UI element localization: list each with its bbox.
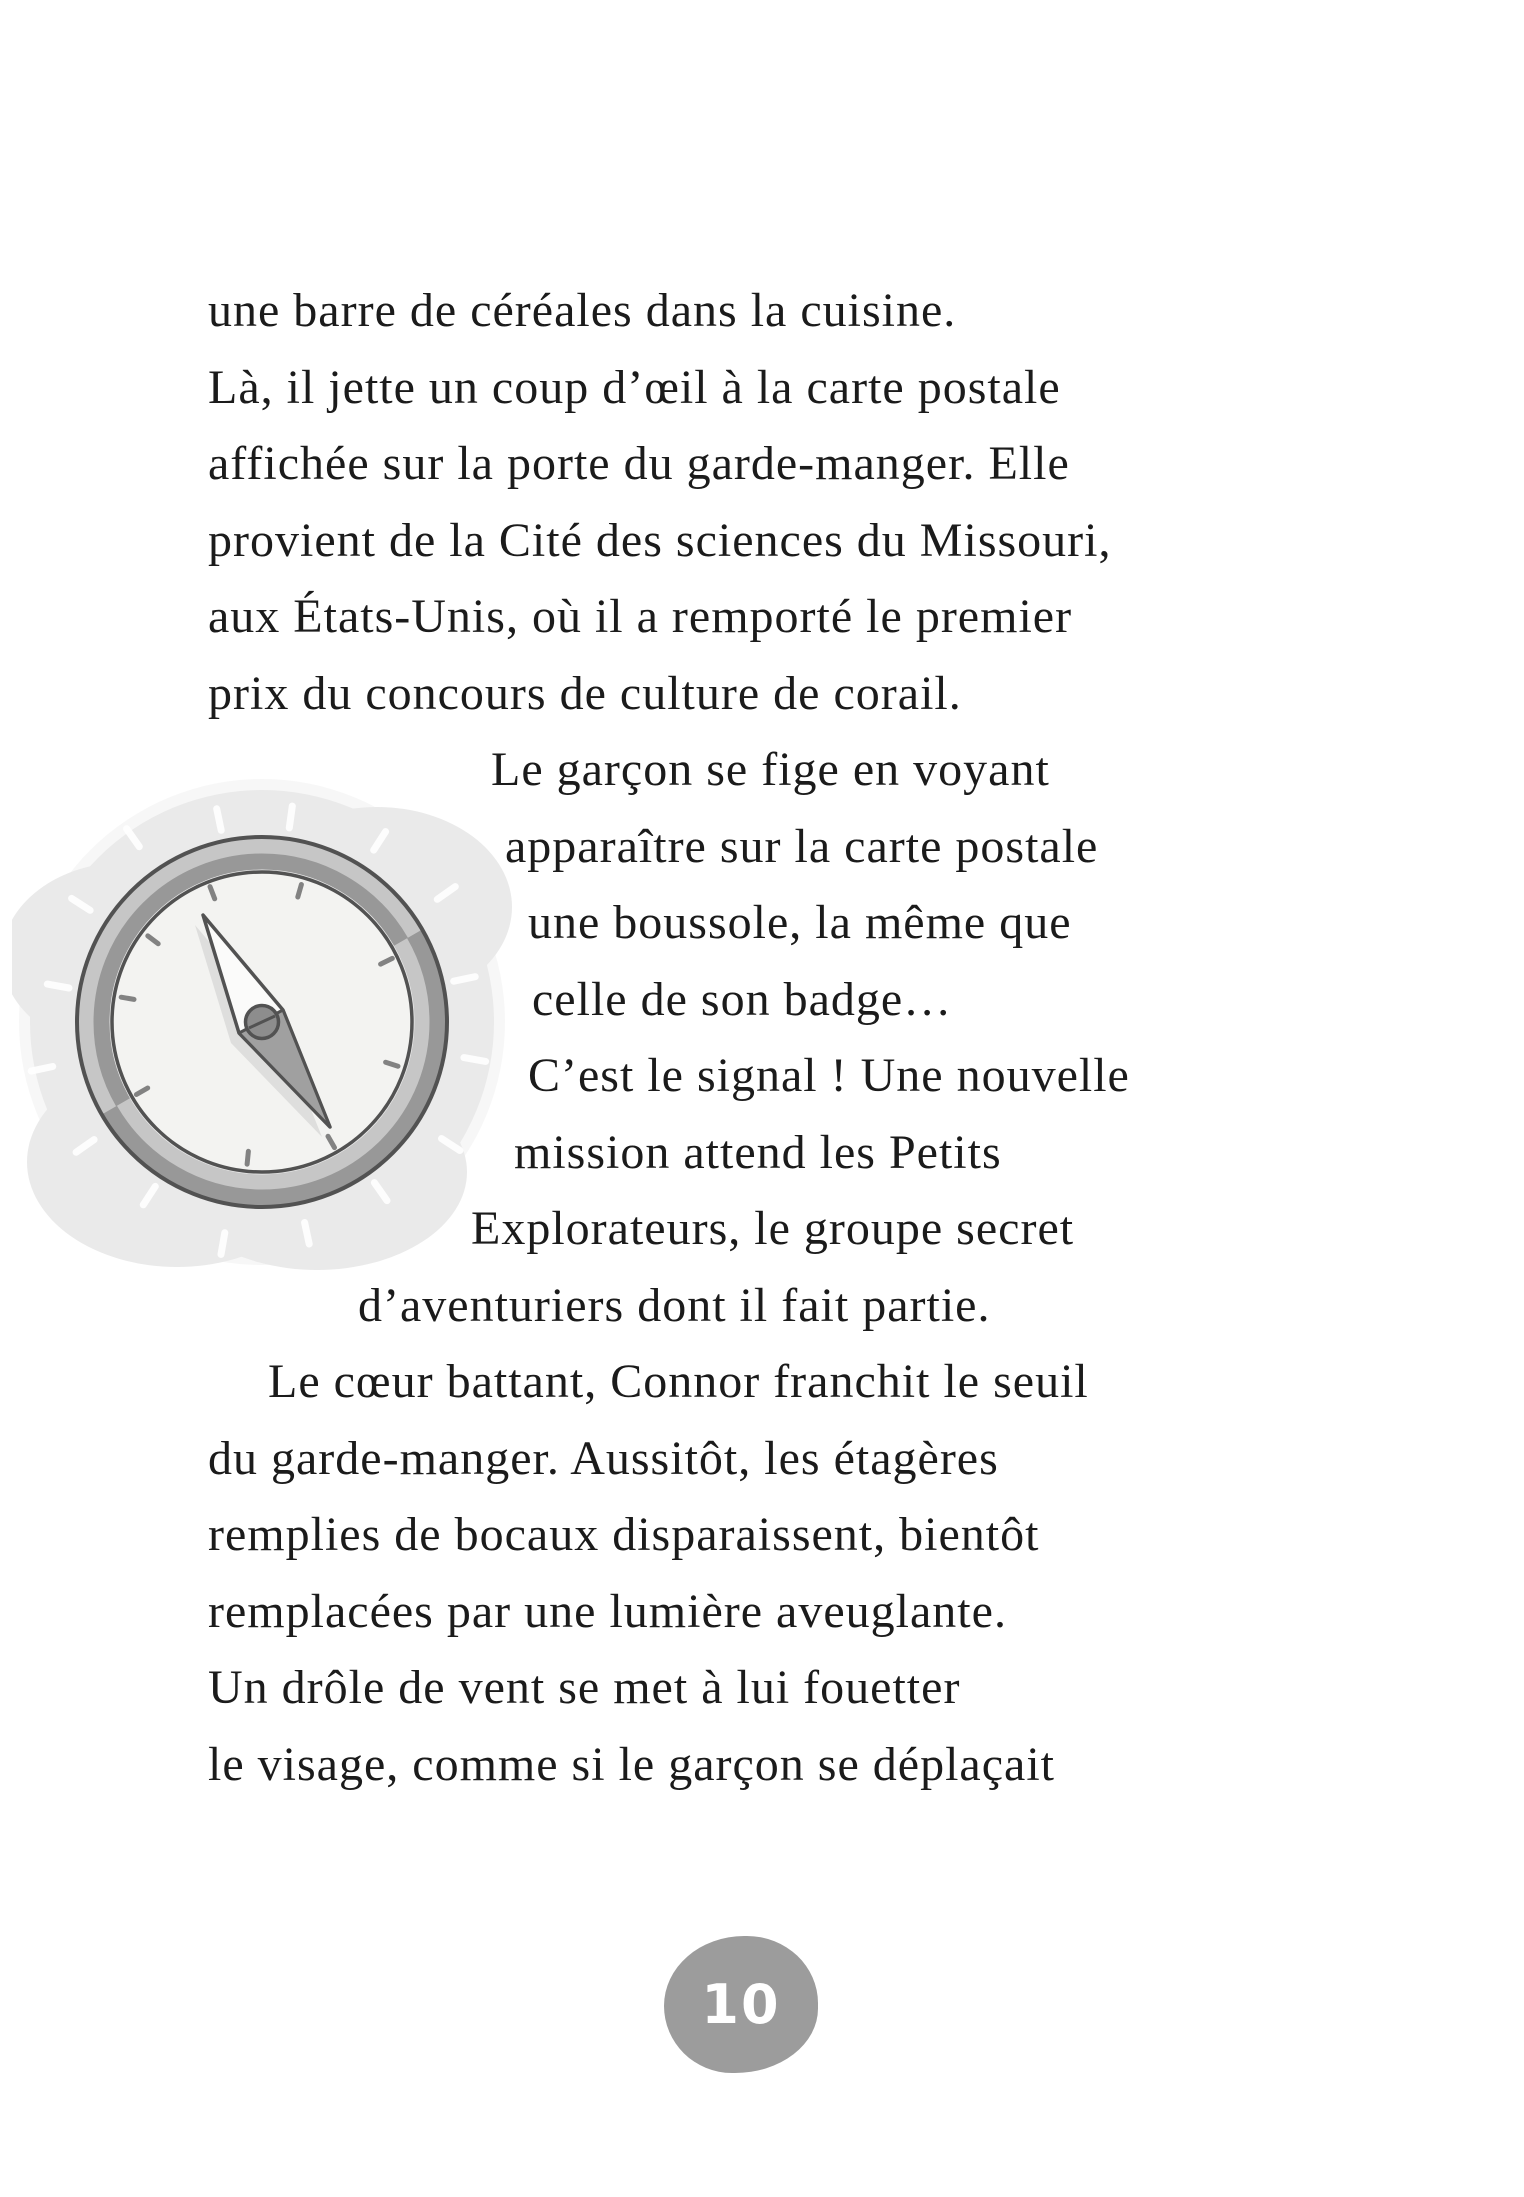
story-text-line: Un drôle de vent se met à lui fouetter xyxy=(208,1661,961,1714)
story-text-line: prix du concours de culture de corail. xyxy=(208,666,962,720)
story-text-line: affichée sur la porte du garde-manger. Elle xyxy=(208,437,1070,490)
story-text-line: C’est le signal ! Une nouvelle xyxy=(528,1049,1130,1102)
page-number-badge xyxy=(664,1936,818,2073)
compass-illustration xyxy=(12,772,512,1272)
story-text-line: mission attend les Petits xyxy=(514,1125,1002,1179)
story-text-line: Le cœur battant, Connor franchit le seuil xyxy=(268,1355,1089,1408)
story-text-line: Le garçon se fige en voyant xyxy=(491,743,1050,796)
story-text-line: celle de son badge… xyxy=(532,972,953,1026)
story-text-line: remplies de bocaux disparaissent, bientôt xyxy=(208,1508,1040,1561)
story-text-line: Là, il jette un coup d’œil à la carte postale xyxy=(208,360,1061,414)
story-text-line: provient de la Cité des sciences du Missouri, xyxy=(208,513,1112,567)
story-text-line: le visage, comme si le garçon se déplaçait xyxy=(208,1737,1056,1791)
story-text-line: une boussole, la même que xyxy=(528,896,1072,949)
story-text-line: une barre de céréales dans la cuisine. xyxy=(208,284,957,337)
page-number: 10 xyxy=(701,1973,781,2036)
story-text-line: Explorateurs, le groupe secret xyxy=(471,1202,1075,1255)
story-text-line: du garde-manger. Aussitôt, les étagères xyxy=(208,1431,999,1485)
story-text-line: d’aventuriers dont il fait partie. xyxy=(358,1278,991,1332)
story-text-line: remplacées par une lumière aveuglante. xyxy=(208,1584,1007,1638)
story-text-line: apparaître sur la carte postale xyxy=(505,819,1099,873)
compass-pivot xyxy=(246,1006,279,1039)
story-text-line: aux États-Unis, où il a remporté le premier xyxy=(208,590,1073,643)
